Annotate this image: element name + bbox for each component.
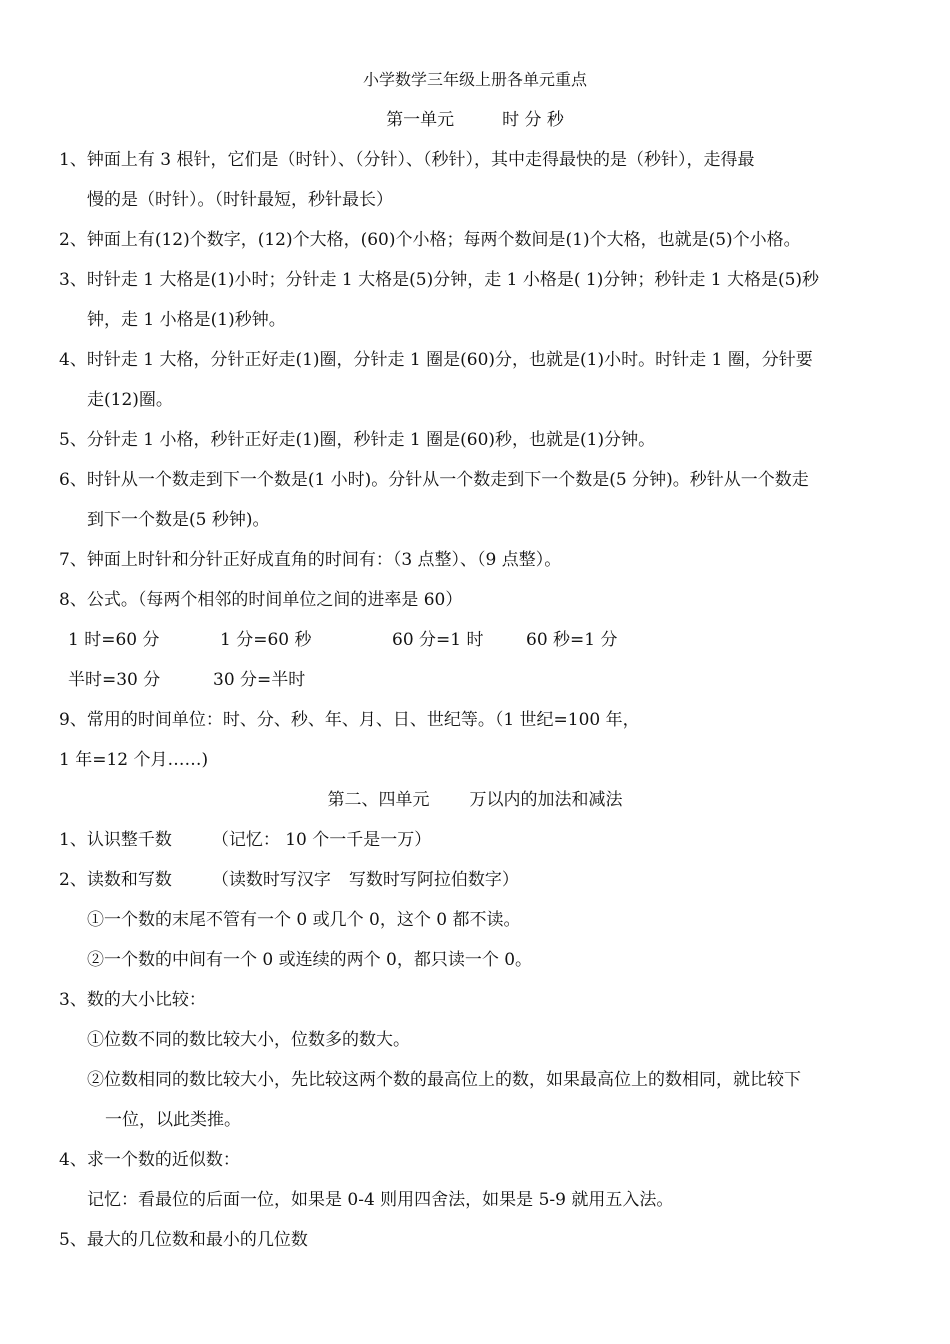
unit2-item-2-label: 2、读数和写数 — [59, 870, 172, 890]
unit1-item-5: 5、分针走 1 小格，秒针正好走(1)圈，秒针走 1 圈是(60)秒，也就是(1)分钟。 — [59, 430, 656, 450]
formula-half-hour: 半时=30 分 — [68, 670, 161, 690]
unit2-header-number: 第二、四单元 — [327, 790, 430, 810]
unit1-header — [0, 109, 950, 131]
unit2-item-2-note-b: 写数时写阿拉伯数字） — [348, 870, 519, 890]
formula-thirty-minutes: 30 分=半时 — [213, 670, 306, 690]
unit1-item-1-cont: 慢的是（时针）。（时针最短，秒针最长） — [87, 190, 393, 210]
unit1-item-1: 1、钟面上有 3 根针，它们是（时针）、（分针）、（秒针），其中走得最快的是（秒针），走得最 — [59, 150, 755, 170]
unit2-item-3-sub-1: ①位数不同的数比较大小，位数多的数大。 — [87, 1030, 410, 1050]
document-title: 小学数学三年级上册各单元重点 — [362, 70, 587, 89]
unit2-item-1-note: （记忆： 10 个一千是一万） — [211, 830, 432, 850]
unit1-item-9: 9、常用的时间单位：时、分、秒、年、月、日、世纪等。（1 世纪=100 年， — [59, 710, 640, 730]
unit2-item-1-label: 1、认识整千数 — [59, 830, 172, 850]
unit2-item-2-note-a: （读数时写汉字 — [211, 870, 331, 890]
unit1-item-4: 4、时针走 1 大格，分针正好走(1)圈，分针走 1 圈是(60)分，也就是(1)小时。时针走 1 圈，分针要 — [59, 350, 813, 370]
formula-minute-second: 1 分=60 秒 — [220, 630, 312, 650]
unit2-item-3: 3、数的大小比较： — [59, 990, 206, 1010]
unit2-item-4-sub: 记忆：看最位的后面一位，如果是 0-4 则用四舍法，如果是 5-9 就用五入法。 — [87, 1190, 674, 1210]
unit1-item-3: 3、时针走 1 大格是(1)小时；分针走 1 大格是(5)分钟，走 1 小格是( 1)分钟；秒针走 1 大格是(5)秒 — [59, 270, 820, 290]
unit1-item-2: 2、钟面上有(12)个数字，(12)个大格，(60)个小格；每两个数间是(1)个大格，也就是(5)个小格。 — [59, 230, 801, 250]
unit2-item-3-sub-2: ②位数相同的数比较大小，先比较这两个数的最高位上的数，如果最高位上的数相同，就比较下 — [87, 1070, 801, 1090]
unit2-item-1 — [59, 829, 431, 851]
unit1-item-4-cont: 走(12)圈。 — [87, 390, 173, 410]
unit1-item-8: 8、公式。（每两个相邻的时间单位之间的进率是 60） — [59, 590, 463, 610]
formula-minutes-hour: 60 分=1 时 — [392, 630, 484, 650]
unit2-item-3-sub-2-cont: 一位，以此类推。 — [105, 1110, 241, 1130]
unit2-header — [0, 789, 950, 811]
unit1-header-topic: 时 分 秒 — [502, 110, 564, 130]
unit2-item-4: 4、求一个数的近似数： — [59, 1150, 240, 1170]
unit1-item-7: 7、钟面上时针和分针正好成直角的时间有：（3 点整）、（9 点整）。 — [59, 550, 562, 570]
formula-seconds-minute: 60 秒=1 分 — [526, 630, 618, 650]
formula-hour-minute: 1 时=60 分 — [68, 630, 160, 650]
unit2-item-2-sub-2: ②一个数的中间有一个 0 或连续的两个 0，都只读一个 0。 — [87, 950, 533, 970]
unit2-item-2 — [59, 869, 519, 891]
unit2-item-5: 5、最大的几位数和最小的几位数 — [59, 1230, 308, 1250]
unit1-item-6-cont: 到下一个数是(5 秒钟)。 — [87, 510, 270, 530]
unit1-item-6: 6、时针从一个数走到下一个数是(1 小时)。分针从一个数走到下一个数是(5 分钟)。秒针从一个数走 — [59, 470, 809, 490]
unit2-header-topic: 万以内的加法和减法 — [469, 790, 623, 810]
unit1-item-9-cont: 1 年=12 个月……) — [59, 750, 209, 770]
unit1-item-3-cont: 钟，走 1 小格是(1)秒钟。 — [87, 310, 286, 330]
unit1-header-number: 第一单元 — [386, 110, 455, 130]
unit2-item-2-sub-1: ①一个数的末尾不管有一个 0 或几个 0，这个 0 都不读。 — [87, 910, 521, 930]
